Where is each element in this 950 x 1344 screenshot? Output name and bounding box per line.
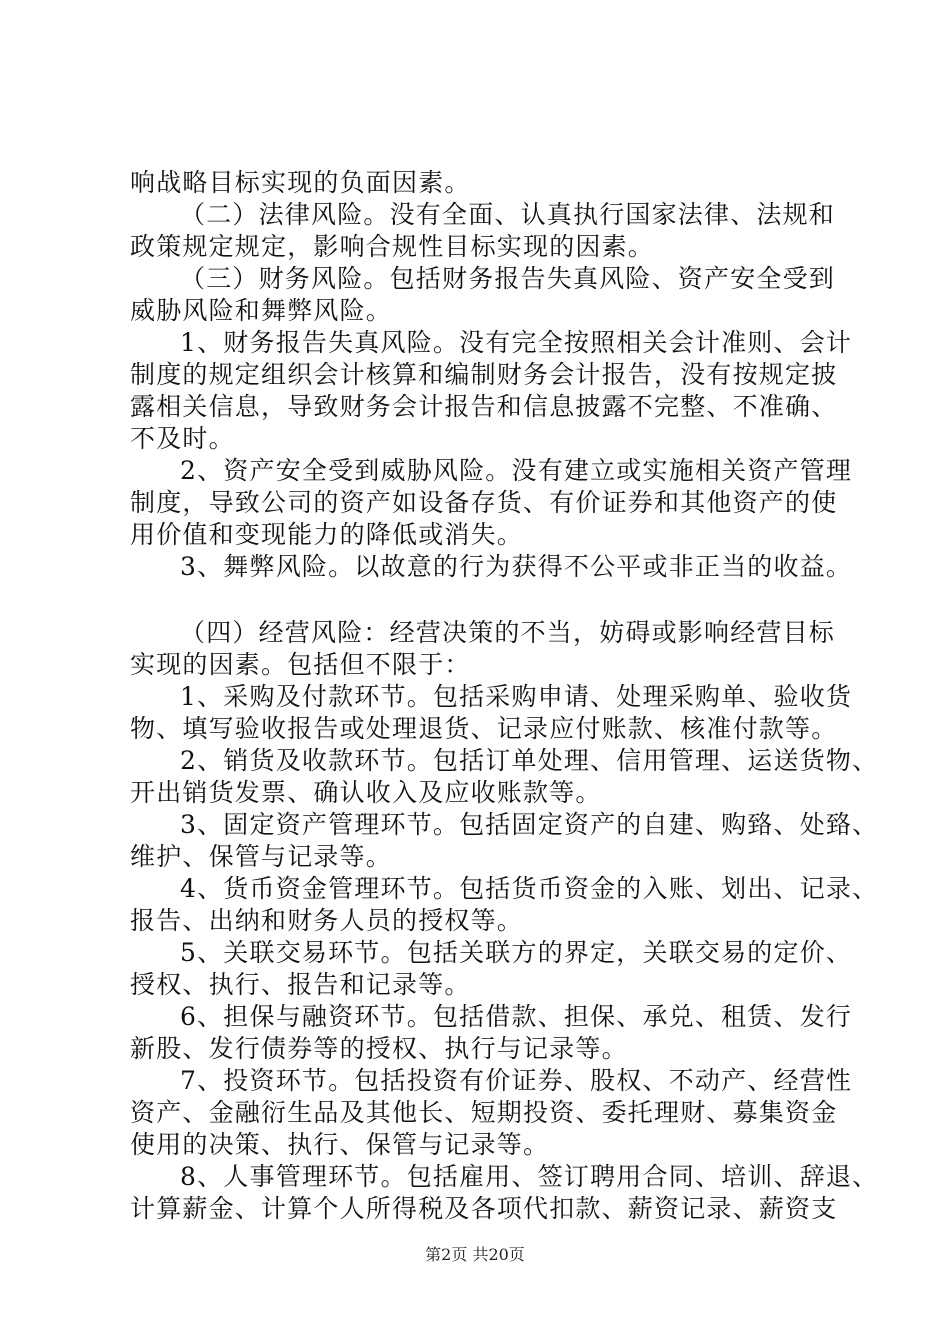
text-line: 报告、出纳和财务人员的授权等。 [130, 906, 524, 935]
text-line: 制度，导致公司的资产如设备存货、有价证券和其他资产的使 [130, 488, 838, 517]
paragraph [130, 745, 879, 809]
text-line: 2、销货及收款环节。包括订单处理、信用管理、运送货物、 [180, 746, 879, 775]
text-line: 使用的决策、执行、保管与记录等。 [130, 1130, 550, 1159]
text-line: 维护、保管与记录等。 [130, 842, 393, 871]
document-body [130, 167, 879, 1225]
paragraph [130, 1161, 879, 1225]
text-line: 2、资产安全受到威胁风险。没有建立或实施相关资产管理 [180, 456, 853, 485]
text-line: 7、投资环节。包括投资有价证券、股权、不动产、经营性 [180, 1066, 853, 1095]
text-line: 不及时。 [130, 424, 235, 453]
page-footer: 第2页 共20页 [425, 1245, 525, 1264]
paragraph [130, 167, 830, 199]
text-line: 用价值和变现能力的降低或消失。 [130, 520, 524, 549]
text-line: 政策规定规定，影响合规性目标实现的因素。 [130, 232, 655, 261]
text-line: （二）法律风险。没有全面、认真执行国家法律、法规和 [180, 200, 836, 229]
text-line: （四）经营风险：经营决策的不当，妨碍或影响经营目标 [180, 618, 836, 647]
text-line: 4、货币资金管理环节。包括货币资金的入账、划出、记录、 [180, 874, 879, 903]
text-line: 开出销货发票、确认收入及应收账款等。 [130, 778, 602, 807]
paragraph [130, 199, 836, 263]
text-line: 8、人事管理环节。包括雇用、签订聘用合同、培训、辞退、 [180, 1162, 879, 1191]
text-line: 实现的因素。包括但不限于： [130, 650, 471, 679]
paragraph [130, 873, 879, 937]
paragraph [130, 681, 853, 745]
paragraph [130, 937, 853, 1001]
text-line: （三）财务风险。包括财务报告失真风险、资产安全受到 [180, 264, 836, 293]
text-line: 5、关联交易环节。包括关联方的界定，关联交易的定价、 [180, 938, 853, 967]
text-line: 3、舞弊风险。以故意的行为获得不公平或非正当的收益。 [180, 552, 853, 581]
paragraph [130, 551, 853, 583]
paragraph-spacer [130, 583, 830, 617]
paragraph [130, 327, 853, 455]
paragraph [130, 809, 879, 873]
text-line: 响战略目标实现的负面因素。 [130, 168, 471, 197]
text-line: 计算薪金、计算个人所得税及各项代扣款、薪资记录、薪资支 [130, 1194, 838, 1223]
text-line: 3、固定资产管理环节。包括固定资产的自建、购臵、处臵、 [180, 810, 879, 839]
text-line: 资产、金融衍生品及其他长、短期投资、委托理财、募集资金 [130, 1098, 838, 1127]
text-line: 新股、发行债券等的授权、执行与记录等。 [130, 1034, 628, 1063]
paragraph [130, 455, 853, 551]
text-line: 物、填写验收报告或处理退货、记录应付账款、核准付款等。 [130, 714, 838, 743]
text-line: 1、财务报告失真风险。没有完全按照相关会计准则、会计 [180, 328, 853, 357]
text-line: 1、采购及付款环节。包括采购申请、处理采购单、验收货 [180, 682, 853, 711]
text-line: 6、担保与融资环节。包括借款、担保、承兑、租赁、发行 [180, 1002, 853, 1031]
paragraph [130, 617, 836, 681]
paragraph [130, 1065, 853, 1161]
text-line: 威胁风险和舞弊风险。 [130, 296, 393, 325]
paragraph [130, 263, 836, 327]
text-line: 露相关信息，导致财务会计报告和信息披露不完整、不准确、 [130, 392, 838, 421]
text-line: 授权、执行、报告和记录等。 [130, 970, 471, 999]
paragraph [130, 1001, 853, 1065]
text-line: 制度的规定组织会计核算和编制财务会计报告，没有按规定披 [130, 360, 838, 389]
